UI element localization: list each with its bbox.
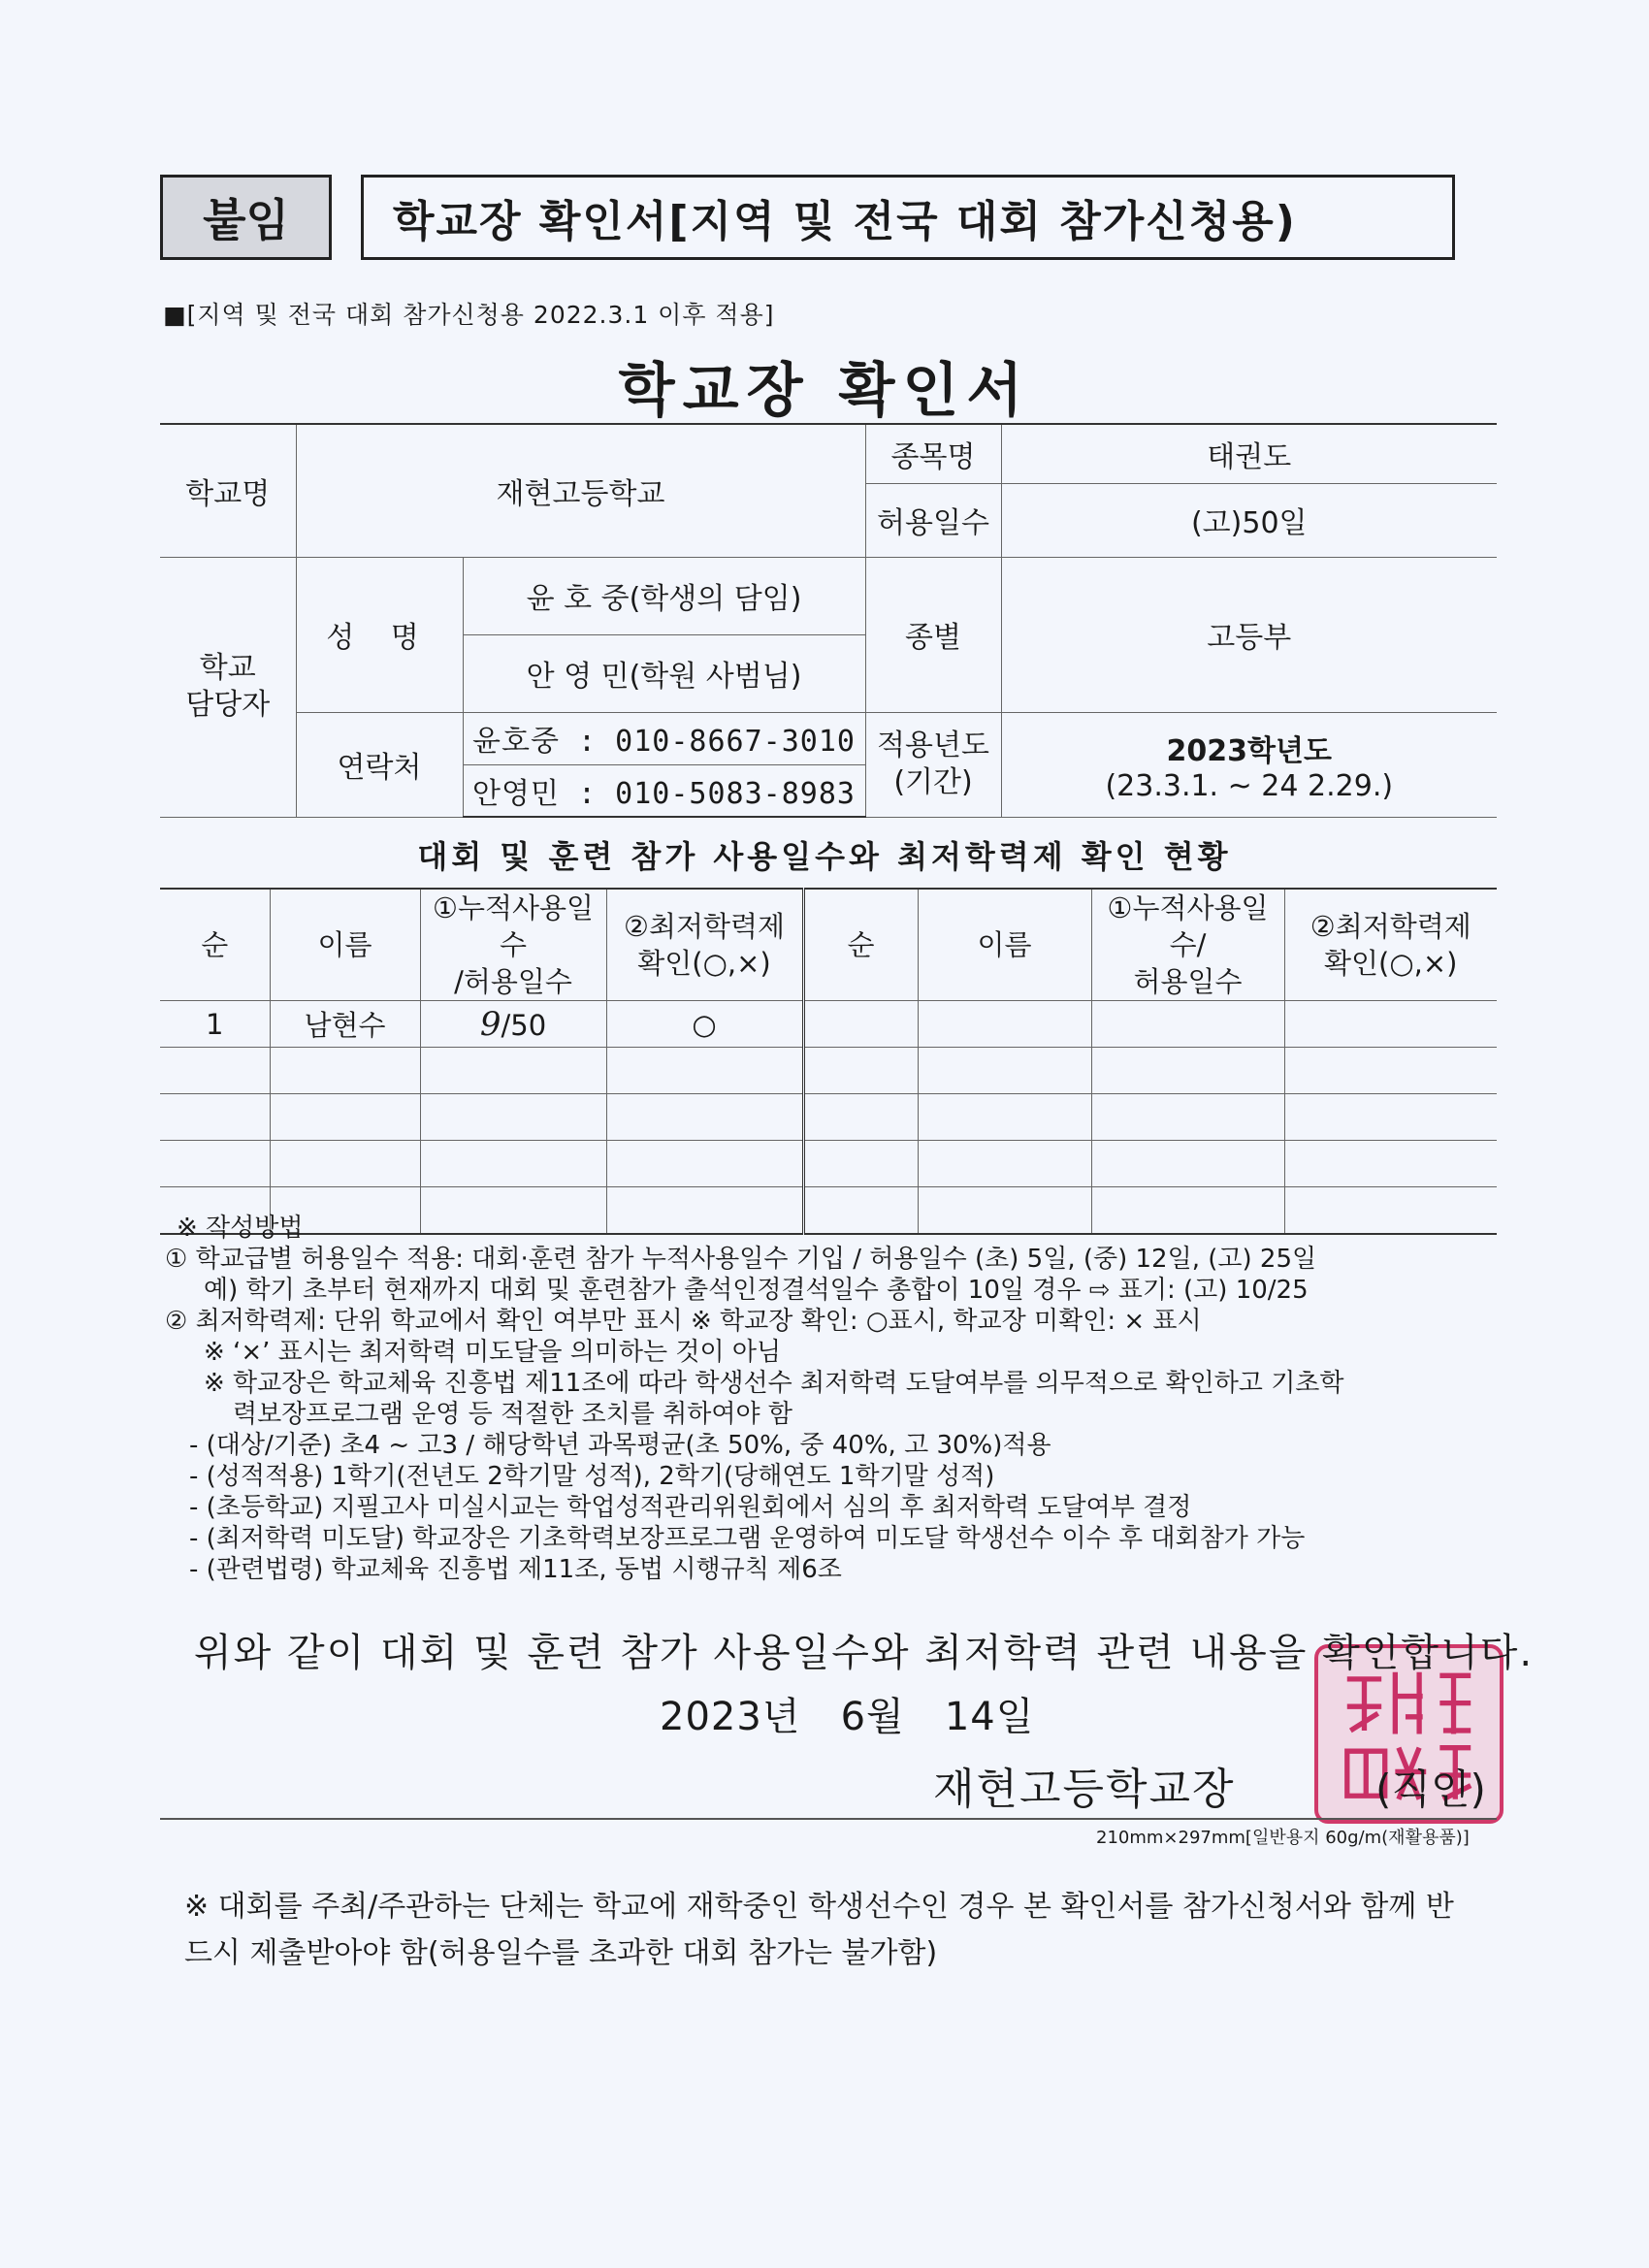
contact-2: 안영민 : 010-5083-8983 (463, 764, 865, 817)
period-cell (1001, 712, 1497, 817)
status-title: 대회 및 훈련 참가 사용일수와 최저학력제 확인 현황 (417, 838, 1232, 875)
paper-spec: 210mm×297mm[일반용지 60g/m(재활용품)] (1096, 1828, 1470, 1848)
table-row (160, 1048, 1497, 1094)
header-days: ①누적사용일수 /허용일수 (420, 889, 606, 1001)
row-check: ○ (606, 1001, 803, 1048)
divider (160, 1818, 1497, 1820)
page-title: 학교장 확인서 (618, 357, 1031, 425)
instruction-line: - (최저학력 미도달) 학교장은 기초학력보장프로그램 운영하여 미도달 학생선수 이수 후 대회참가 가능 (189, 1524, 1306, 1553)
instruction-line: - (관련법령) 학교체육 진흥법 제11조, 동법 시행규칙 제6조 (189, 1555, 842, 1584)
contact-1: 윤호중 : 010-8667-3010 (463, 712, 865, 764)
instruction-line: ※ ‘×’ 표시는 최저학력 미도달을 의미하는 것이 아님 (204, 1338, 782, 1367)
year-value: 2023학년도 (1166, 733, 1332, 768)
division-label: 종별 (865, 557, 1001, 712)
instruction-line: ① 학교급별 허용일수 적용: 대회·훈련 참가 누적사용일수 기입 / 허용일수 (초) 5일, (중) 12일, (고) 25일 (165, 1245, 1317, 1274)
status-table (160, 888, 1497, 1235)
contact-label: 연락처 (296, 712, 463, 817)
table-row (160, 1141, 1497, 1187)
instruction-line: ※ 학교장은 학교체육 진흥법 제11조에 따라 학생선수 최저학력 도달여부를 의무적으로 확인하고 기초학 (204, 1369, 1344, 1398)
principal-title: 재현고등학교장 (933, 1765, 1236, 1814)
header-order-2: 순 (803, 889, 918, 1001)
staff-label: 학교 담당자 (160, 557, 296, 817)
header-order: 순 (160, 889, 270, 1001)
instructions-title: ※ 작성방법 (177, 1214, 304, 1243)
school-value: 재현고등학교 (296, 424, 865, 557)
footnote: ※ 대회를 주최/주관하는 단체는 학교에 재학중인 학생선수인 경우 본 확인서를 참가신청서와 함께 반드시 제출받아야 함(허용일수를 초과한 대회 참가는 불가함) (184, 1890, 1454, 1970)
seal-label: (직인) (1375, 1766, 1486, 1813)
name-label: 성 명 (296, 557, 463, 712)
header-title: 학교장 확인서[지역 및 전국 대회 참가신청용) (361, 175, 1455, 260)
info-table (160, 423, 1497, 818)
header-name-2: 이름 (918, 889, 1091, 1001)
school-label: 학교명 (160, 424, 296, 557)
table-row (160, 1094, 1497, 1141)
staff-name-1: 윤 호 중(학생의 담임) (463, 557, 865, 634)
confirmation-statement: 위와 같이 대회 및 훈련 참가 사용일수와 최저학력 관련 내용을 확인합니다. (194, 1631, 1535, 1675)
allowed-days-label: 허용일수 (865, 483, 1001, 557)
header-days-2: ①누적사용일수/ 허용일수 (1091, 889, 1284, 1001)
sport-value: 태권도 (1001, 424, 1497, 483)
period-label: 적용년도 (기간) (865, 712, 1001, 817)
confirmation-date: 2023년 6월 14일 (660, 1695, 1035, 1739)
division-value: 고등부 (1001, 557, 1497, 712)
application-note: ■[지역 및 전국 대회 참가신청용 2022.3.1 이후 적용] (163, 301, 775, 329)
instruction-line: 력보장프로그램 운영 등 적절한 조치를 취하여야 함 (233, 1400, 793, 1429)
row-order: 1 (160, 1001, 270, 1048)
instructions (165, 1213, 1484, 1585)
instruction-line: 예) 학기 초부터 현재까지 대회 및 훈련참가 출석인정결석일수 총합이 10일 경우 ⇨ 표기: (고) 10/25 (204, 1276, 1309, 1305)
row-name: 남현수 (270, 1001, 420, 1048)
instruction-line: - (초등학교) 지필고사 미실시교는 학업성적관리위원회에서 심의 후 최저학력 도달여부 결정 (189, 1493, 1192, 1522)
attachment-label: 붙임 (160, 175, 332, 260)
instruction-line: - (대상/기준) 초4 ~ 고3 / 해당학년 과목평균(초 50%, 중 40%, 고 30%)적용 (189, 1431, 1051, 1460)
row-allowed-days: /50 (501, 1008, 547, 1042)
row-used-days: 9 (479, 1004, 501, 1044)
header-name: 이름 (270, 889, 420, 1001)
period-value: (23.3.1. ~ 24 2.29.) (1105, 768, 1394, 803)
allowed-days-value: (고)50일 (1001, 483, 1497, 557)
staff-name-2: 안 영 민(학원 사범님) (463, 634, 865, 712)
sport-label: 종목명 (865, 424, 1001, 483)
table-row (160, 1001, 1497, 1048)
instruction-line: ② 최저학력제: 단위 학교에서 확인 여부만 표시 ※ 학교장 확인: ○표시, 학교장 미확인: × 표시 (165, 1307, 1202, 1336)
instruction-line: - (성적적용) 1학기(전년도 2학기말 성적), 2학기(당해연도 1학기말 성적) (189, 1462, 995, 1491)
header-check: ②최저학력제 확인(○,×) (606, 889, 803, 1001)
header-check-2: ②최저학력제 확인(○,×) (1284, 889, 1497, 1001)
row-days (420, 1001, 606, 1048)
